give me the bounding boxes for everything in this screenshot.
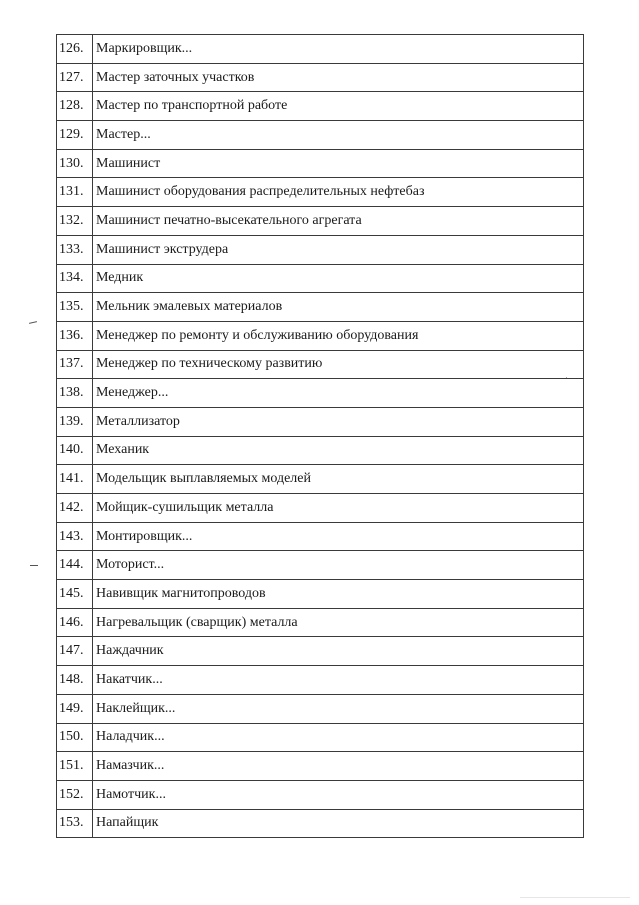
table-row [57, 666, 584, 695]
table-row [57, 436, 584, 465]
table-row [57, 207, 584, 236]
table-row [57, 293, 584, 322]
table-row [57, 637, 584, 666]
row-number: 129. [57, 121, 93, 150]
profession-name: Намазчик... [93, 752, 584, 781]
table-row [57, 608, 584, 637]
row-number: 128. [57, 92, 93, 121]
row-number: 126. [57, 35, 93, 64]
row-number: 151. [57, 752, 93, 781]
row-number: 134. [57, 264, 93, 293]
table-row [57, 723, 584, 752]
table-row [57, 235, 584, 264]
row-number: 153. [57, 809, 93, 838]
profession-name: Менеджер... [93, 379, 584, 408]
row-number: 139. [57, 407, 93, 436]
profession-name: Машинист [93, 149, 584, 178]
profession-name: Мойщик-сушильщик металла [93, 494, 584, 523]
profession-name: Навивщик магнитопроводов [93, 580, 584, 609]
profession-name: Механик [93, 436, 584, 465]
profession-name: Моторист... [93, 551, 584, 580]
table-row [57, 178, 584, 207]
row-number: 145. [57, 580, 93, 609]
profession-name: Наждачник [93, 637, 584, 666]
profession-name: Машинист печатно-высекательного агрегата [93, 207, 584, 236]
row-number: 131. [57, 178, 93, 207]
row-number: 149. [57, 694, 93, 723]
row-number: 148. [57, 666, 93, 695]
profession-name: Накатчик... [93, 666, 584, 695]
scan-artifact-mark [29, 321, 37, 324]
table-row [57, 92, 584, 121]
profession-name: Мастер заточных участков [93, 63, 584, 92]
table-row [57, 121, 584, 150]
row-number: 146. [57, 608, 93, 637]
table-row [57, 551, 584, 580]
table-row [57, 694, 584, 723]
table-row [57, 522, 584, 551]
profession-name: Машинист экструдера [93, 235, 584, 264]
row-number: 143. [57, 522, 93, 551]
profession-table-body [57, 35, 584, 838]
table-row [57, 780, 584, 809]
profession-name: Намотчик... [93, 780, 584, 809]
profession-name: Мастер по транспортной работе [93, 92, 584, 121]
profession-name: Медник [93, 264, 584, 293]
table-row [57, 580, 584, 609]
table-row [57, 264, 584, 293]
profession-name: Менеджер по техническому развитию [93, 350, 584, 379]
table-row [57, 465, 584, 494]
profession-name: Наладчик... [93, 723, 584, 752]
scan-artifact-mark [30, 565, 38, 566]
row-number: 142. [57, 494, 93, 523]
profession-name: Машинист оборудования распределительных нефтебаз [93, 178, 584, 207]
table-row [57, 35, 584, 64]
table-row [57, 407, 584, 436]
row-number: 136. [57, 321, 93, 350]
table-row [57, 63, 584, 92]
profession-name: Модельщик выплавляемых моделей [93, 465, 584, 494]
row-number: 130. [57, 149, 93, 178]
table-row [57, 149, 584, 178]
row-number: 144. [57, 551, 93, 580]
profession-name: Наклейщик... [93, 694, 584, 723]
profession-name: Мельник эмалевых материалов [93, 293, 584, 322]
table-row [57, 752, 584, 781]
profession-name: Менеджер по ремонту и обслуживанию оборудования [93, 321, 584, 350]
profession-name: Маркировщик... [93, 35, 584, 64]
row-number: 147. [57, 637, 93, 666]
table-row [57, 350, 584, 379]
profession-name: Напайщик [93, 809, 584, 838]
profession-name: Металлизатор [93, 407, 584, 436]
scan-speck [566, 377, 567, 378]
table-row [57, 809, 584, 838]
table-row [57, 379, 584, 408]
row-number: 127. [57, 63, 93, 92]
row-number: 140. [57, 436, 93, 465]
table-row [57, 494, 584, 523]
profession-name: Монтировщик... [93, 522, 584, 551]
table-row [57, 321, 584, 350]
row-number: 138. [57, 379, 93, 408]
row-number: 132. [57, 207, 93, 236]
row-number: 133. [57, 235, 93, 264]
row-number: 141. [57, 465, 93, 494]
profession-name: Нагревальщик (сварщик) металла [93, 608, 584, 637]
row-number: 150. [57, 723, 93, 752]
scan-edge-shadow [520, 897, 630, 898]
row-number: 135. [57, 293, 93, 322]
profession-name: Мастер... [93, 121, 584, 150]
row-number: 152. [57, 780, 93, 809]
profession-table [56, 34, 584, 838]
row-number: 137. [57, 350, 93, 379]
